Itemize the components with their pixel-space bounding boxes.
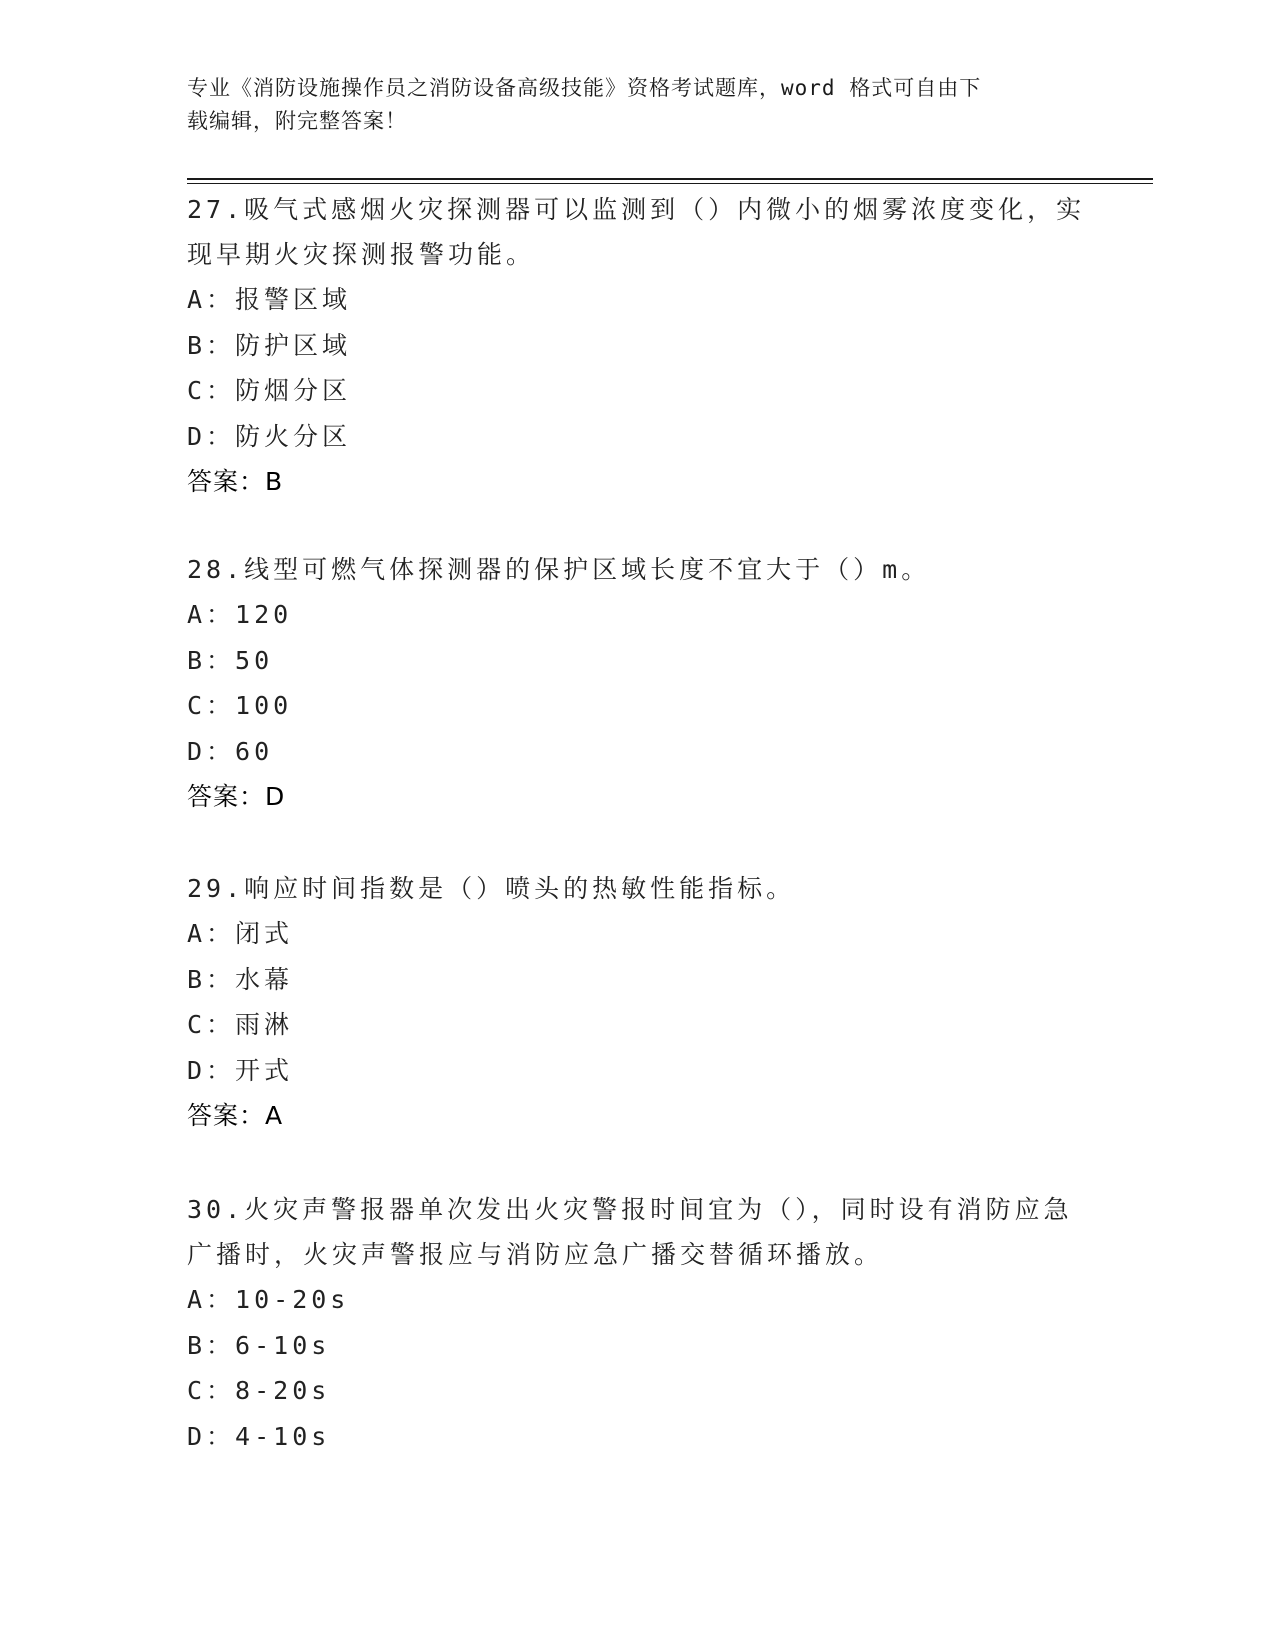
header-divider-thick bbox=[187, 178, 1153, 180]
option-d: D：开式 bbox=[187, 1055, 294, 1085]
option-d: D：防火分区 bbox=[187, 421, 352, 451]
question-30 bbox=[187, 1187, 1087, 1459]
option-d: D：4-10s bbox=[187, 1421, 331, 1451]
option-a: A：闭式 bbox=[187, 919, 294, 948]
option-b: B：6-10s bbox=[187, 1330, 331, 1360]
question-27 bbox=[187, 187, 1087, 504]
option-c: C：100 bbox=[187, 691, 293, 720]
option-c: C：防烟分区 bbox=[187, 376, 352, 405]
option-c: C：8-20s bbox=[187, 1376, 331, 1405]
question-stem-line: 现早期火灾探测报警功能。 bbox=[187, 240, 536, 269]
question-stem-line: 29.响应时间指数是（）喷头的热敏性能指标。 bbox=[187, 874, 796, 903]
question-stem-line: 30.火灾声警报器单次发出火灾警报时间宜为（），同时设有消防应急 bbox=[187, 1195, 1073, 1224]
header-line-1: 专业《消防设施操作员之消防设备高级技能》资格考试题库，word 格式可自由下 bbox=[187, 76, 982, 100]
answer: 答案：D bbox=[187, 782, 286, 811]
header-line-2: 载编辑，附完整答案！ bbox=[187, 109, 407, 133]
option-a: A：10-20s bbox=[187, 1285, 350, 1314]
option-c: C：雨淋 bbox=[187, 1010, 294, 1039]
question-stem-line: 28.线型可燃气体探测器的保护区域长度不宜大于（）m。 bbox=[187, 555, 931, 584]
document-header bbox=[187, 72, 1067, 138]
answer: 答案：B bbox=[187, 467, 284, 496]
option-a: A：报警区域 bbox=[187, 285, 352, 314]
header-divider-thin bbox=[187, 183, 1153, 184]
option-b: B：水幕 bbox=[187, 964, 294, 994]
answer: 答案：A bbox=[187, 1101, 284, 1130]
question-stem-line: 广播时，火灾声警报应与消防应急广播交替循环播放。 bbox=[187, 1240, 884, 1269]
question-28 bbox=[187, 547, 1087, 819]
option-b: B：防护区域 bbox=[187, 330, 352, 360]
option-a: A：120 bbox=[187, 600, 293, 629]
question-stem-line: 27.吸气式感烟火灾探测器可以监测到（）内微小的烟雾浓度变化，实 bbox=[187, 195, 1086, 224]
option-d: D：60 bbox=[187, 736, 274, 766]
question-29 bbox=[187, 866, 1087, 1138]
option-b: B：50 bbox=[187, 645, 274, 675]
